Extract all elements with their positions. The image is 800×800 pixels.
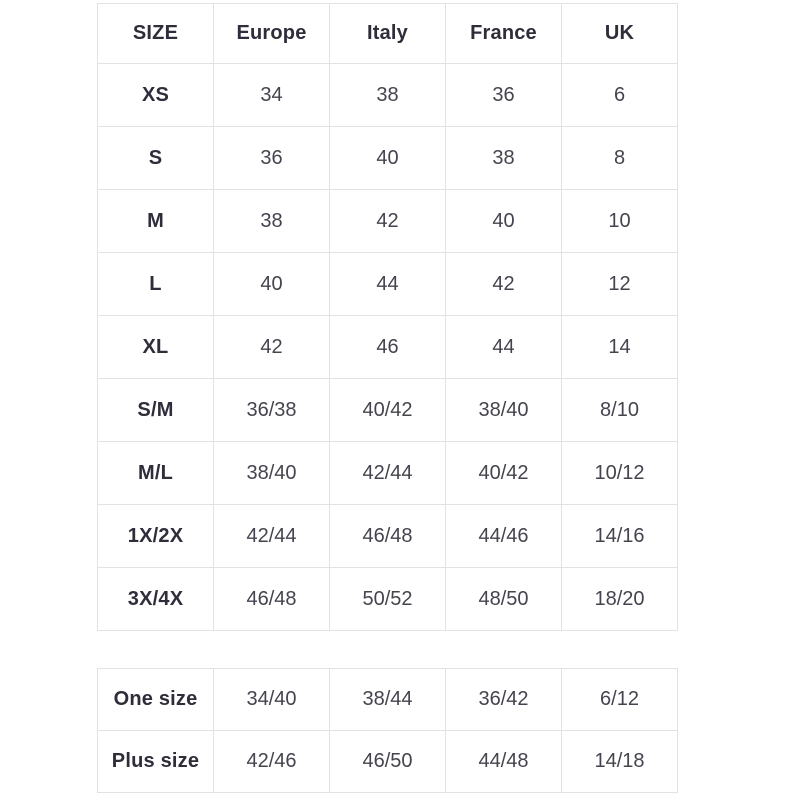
size-conversion-table-body — [98, 64, 678, 631]
value-cell-uk: 14/18 — [562, 731, 678, 793]
value-cell-france: 36/42 — [446, 669, 562, 731]
value-cell-france: 48/50 — [446, 568, 562, 631]
value-cell-italy: 46/48 — [330, 505, 446, 568]
value-cell-italy: 40 — [330, 127, 446, 190]
table-row-m-l — [98, 442, 678, 505]
table-row-plus-size — [98, 731, 678, 793]
value-cell-europe: 38 — [214, 190, 330, 253]
value-cell-france: 38/40 — [446, 379, 562, 442]
size-label-cell: One size — [98, 669, 214, 731]
value-cell-italy: 46 — [330, 316, 446, 379]
size-label-cell: XS — [98, 64, 214, 127]
value-cell-europe: 42/46 — [214, 731, 330, 793]
size-label-cell: M/L — [98, 442, 214, 505]
value-cell-uk: 10 — [562, 190, 678, 253]
value-cell-france: 38 — [446, 127, 562, 190]
value-cell-italy: 50/52 — [330, 568, 446, 631]
value-cell-italy: 38/44 — [330, 669, 446, 731]
table-row-s — [98, 127, 678, 190]
value-cell-france: 44/48 — [446, 731, 562, 793]
table-row-xl — [98, 316, 678, 379]
value-cell-uk: 6 — [562, 64, 678, 127]
value-cell-italy: 44 — [330, 253, 446, 316]
value-cell-uk: 8/10 — [562, 379, 678, 442]
value-cell-uk: 14/16 — [562, 505, 678, 568]
special-sizes-table-body — [98, 669, 678, 793]
value-cell-france: 44/46 — [446, 505, 562, 568]
value-cell-france: 40 — [446, 190, 562, 253]
value-cell-europe: 38/40 — [214, 442, 330, 505]
size-conversion-table-header — [98, 4, 678, 64]
header-cell-france: France — [446, 4, 562, 64]
value-cell-uk: 6/12 — [562, 669, 678, 731]
size-label-cell: S — [98, 127, 214, 190]
table-row-1x-2x — [98, 505, 678, 568]
value-cell-europe: 36 — [214, 127, 330, 190]
value-cell-uk: 8 — [562, 127, 678, 190]
value-cell-italy: 40/42 — [330, 379, 446, 442]
size-label-cell: S/M — [98, 379, 214, 442]
header-cell-europe: Europe — [214, 4, 330, 64]
value-cell-uk: 14 — [562, 316, 678, 379]
table-row-s-m — [98, 379, 678, 442]
value-cell-europe: 34 — [214, 64, 330, 127]
value-cell-europe: 34/40 — [214, 669, 330, 731]
size-conversion-table — [97, 3, 678, 631]
value-cell-uk: 10/12 — [562, 442, 678, 505]
header-cell-italy: Italy — [330, 4, 446, 64]
value-cell-europe: 42/44 — [214, 505, 330, 568]
header-row — [98, 4, 678, 64]
size-label-cell: 1X/2X — [98, 505, 214, 568]
value-cell-france: 40/42 — [446, 442, 562, 505]
header-cell-size: SIZE — [98, 4, 214, 64]
value-cell-italy: 42/44 — [330, 442, 446, 505]
value-cell-uk: 18/20 — [562, 568, 678, 631]
special-sizes-table — [97, 668, 678, 793]
table-row-3x-4x — [98, 568, 678, 631]
value-cell-italy: 46/50 — [330, 731, 446, 793]
value-cell-europe: 46/48 — [214, 568, 330, 631]
size-label-cell: Plus size — [98, 731, 214, 793]
value-cell-italy: 38 — [330, 64, 446, 127]
value-cell-italy: 42 — [330, 190, 446, 253]
size-label-cell: M — [98, 190, 214, 253]
value-cell-france: 42 — [446, 253, 562, 316]
table-row-l — [98, 253, 678, 316]
value-cell-europe: 42 — [214, 316, 330, 379]
table-row-xs — [98, 64, 678, 127]
table-row-m — [98, 190, 678, 253]
size-label-cell: L — [98, 253, 214, 316]
value-cell-france: 44 — [446, 316, 562, 379]
table-row-one-size — [98, 669, 678, 731]
value-cell-france: 36 — [446, 64, 562, 127]
value-cell-europe: 40 — [214, 253, 330, 316]
header-cell-uk: UK — [562, 4, 678, 64]
size-label-cell: XL — [98, 316, 214, 379]
value-cell-europe: 36/38 — [214, 379, 330, 442]
size-label-cell: 3X/4X — [98, 568, 214, 631]
value-cell-uk: 12 — [562, 253, 678, 316]
